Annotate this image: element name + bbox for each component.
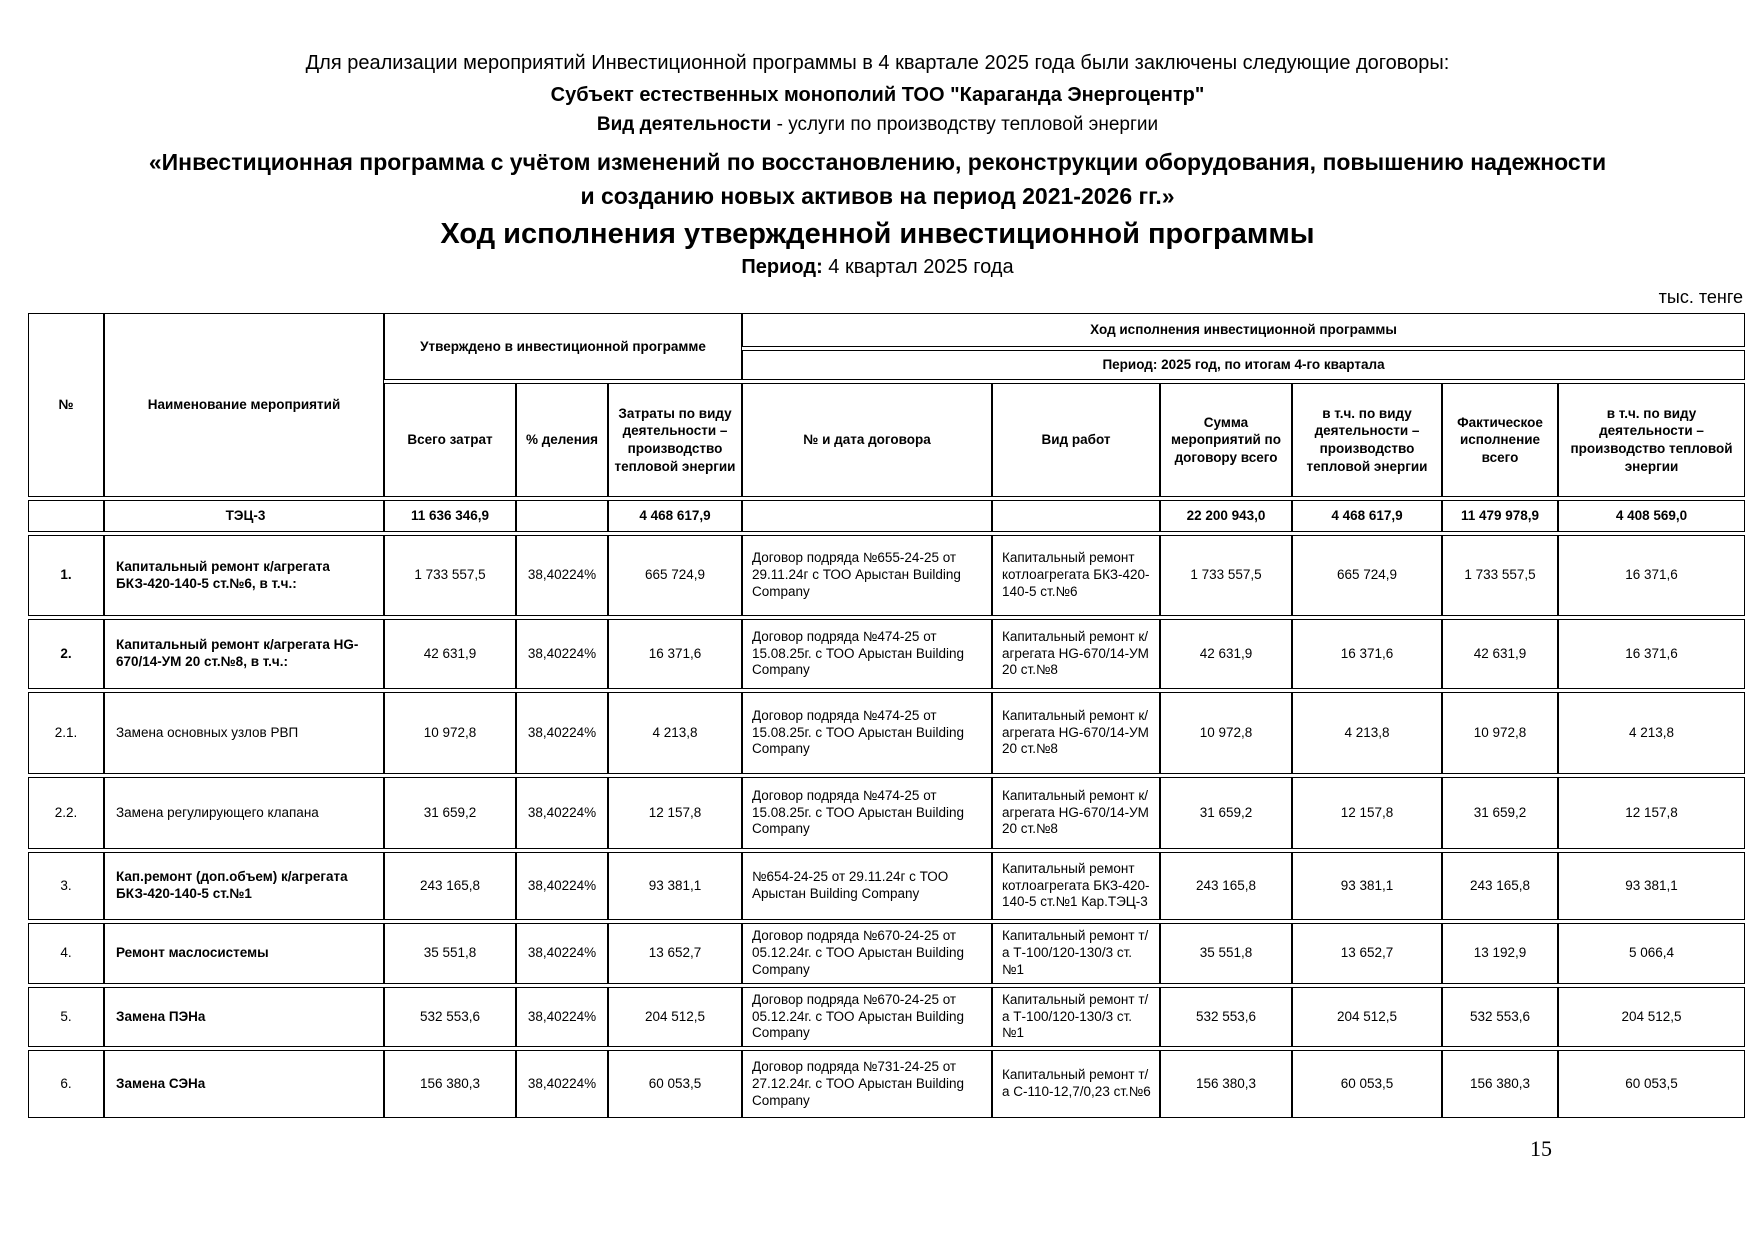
- table-cell: 16 371,6: [1292, 619, 1442, 689]
- table-cell: Договор подряда №474-25 от 15.08.25г. с ТОО Арыстан Building Company: [742, 777, 992, 849]
- table-cell: Капитальный ремонт к/агрегата БКЗ-420-140-5 ст.№6, в т.ч.:: [104, 535, 384, 616]
- table-cell: 42 631,9: [1442, 619, 1558, 689]
- table-cell: 38,40224%: [516, 1050, 608, 1118]
- investment-program-table: [28, 310, 1745, 1121]
- table-cell: 5 066,4: [1558, 923, 1745, 984]
- table-cell: Договор подряда №731-24-25 от 27.12.24г. с ТОО Арыстан Building Company: [742, 1050, 992, 1118]
- activity-type-label: Вид деятельности: [596, 114, 772, 135]
- table-row: [28, 987, 1745, 1048]
- col-header-work-type: Вид работ: [992, 383, 1160, 497]
- table-cell: 38,40224%: [516, 987, 608, 1048]
- table-cell: 12 157,8: [608, 777, 742, 849]
- table-cell: 665 724,9: [608, 535, 742, 616]
- table-cell: 10 972,8: [384, 692, 516, 774]
- table-cell: Капитальный ремонт к/агрегата HG-670/14-УМ 20 ст.№8, в т.ч.:: [104, 619, 384, 689]
- col-header-total-costs: Всего затрат: [384, 383, 516, 497]
- table-cell: 665 724,9: [1292, 535, 1442, 616]
- table-cell: 16 371,6: [1558, 535, 1745, 616]
- table-cell: 38,40224%: [516, 777, 608, 849]
- group-header-approved: Утверждено в инвестиционной программе: [384, 313, 742, 380]
- table-cell: 1 733 557,5: [1160, 535, 1292, 616]
- table-cell: 12 157,8: [1558, 777, 1745, 849]
- table-header: [28, 313, 1745, 497]
- table-cell: 1 733 557,5: [1442, 535, 1558, 616]
- table-cell: 11 479 978,9: [1442, 500, 1558, 532]
- table-cell: Замена СЭНа: [104, 1050, 384, 1118]
- table-cell: 13 652,7: [608, 923, 742, 984]
- table-row: [28, 1050, 1745, 1118]
- group-header-progress: Ход исполнения инвестиционной программы: [742, 313, 1745, 347]
- table-cell: 38,40224%: [516, 535, 608, 616]
- table-cell: 31 659,2: [384, 777, 516, 849]
- period-label: Период:: [741, 256, 823, 278]
- activity-type-value: - услуги по производству тепловой энергии: [771, 114, 1159, 135]
- table-cell: 532 553,6: [384, 987, 516, 1048]
- page-number: 15: [1530, 1136, 1552, 1161]
- table-cell: 1 733 557,5: [384, 535, 516, 616]
- table-cell: 38,40224%: [516, 852, 608, 920]
- table-cell: 2.2.: [28, 777, 104, 849]
- table-cell: 13 192,9: [1442, 923, 1558, 984]
- monopoly-subject-line: Субъект естественных монополий ТОО "Караганда Энергоцентр": [550, 84, 1205, 106]
- table-cell: 16 371,6: [1558, 619, 1745, 689]
- table-cell: 60 053,5: [608, 1050, 742, 1118]
- table-cell: 38,40224%: [516, 619, 608, 689]
- table-cell: 13 652,7: [1292, 923, 1442, 984]
- table-cell: 22 200 943,0: [1160, 500, 1292, 532]
- table-cell: 4 468 617,9: [1292, 500, 1442, 532]
- table-cell: Договор подряда №670-24-25 от 05.12.24г. с ТОО Арыстан Building Company: [742, 987, 992, 1048]
- table-cell: 243 165,8: [1160, 852, 1292, 920]
- col-header-actual-execution-total: Фактическое исполнение всего: [1442, 383, 1558, 497]
- col-header-contract-sum-by-activity: в т.ч. по виду деятельности – производство тепловой энергии: [1292, 383, 1442, 497]
- table-cell: Договор подряда №474-25 от 15.08.25г. с ТОО Арыстан Building Company: [742, 692, 992, 774]
- table-cell: 93 381,1: [608, 852, 742, 920]
- col-header-costs-by-activity: Затраты по виду деятельности – производство тепловой энергии: [608, 383, 742, 497]
- table-cell: 532 553,6: [1442, 987, 1558, 1048]
- table-cell: Договор подряда №670-24-25 от 05.12.24г. с ТОО Арыстан Building Company: [742, 923, 992, 984]
- table-cell: 60 053,5: [1558, 1050, 1745, 1118]
- table-cell: Капитальный ремонт т/а С-110-12,7/0,23 ст.№6: [992, 1050, 1160, 1118]
- table-cell: 156 380,3: [384, 1050, 516, 1118]
- table-cell: 10 972,8: [1160, 692, 1292, 774]
- table-cell: ТЭЦ-3: [104, 500, 384, 532]
- table-cell: 5.: [28, 987, 104, 1048]
- table-cell: 16 371,6: [608, 619, 742, 689]
- table-row: [28, 692, 1745, 774]
- table-cell: 93 381,1: [1292, 852, 1442, 920]
- table-cell: 11 636 346,9: [384, 500, 516, 532]
- title-block: [0, 0, 1755, 279]
- table-row: [28, 852, 1745, 920]
- table-cell: Договор подряда №474-25 от 15.08.25г. с ТОО Арыстан Building Company: [742, 619, 992, 689]
- table-cell: 31 659,2: [1442, 777, 1558, 849]
- table-cell: 38,40224%: [516, 692, 608, 774]
- summary-row: [28, 500, 1745, 532]
- table-cell: Договор подряда №655-24-25 от 29.11.24г с ТОО Арыстан Building Company: [742, 535, 992, 616]
- table-cell: 4.: [28, 923, 104, 984]
- group-header-progress-period: Период: 2025 год, по итогам 4-го квартала: [742, 350, 1745, 380]
- table-cell: 42 631,9: [1160, 619, 1292, 689]
- table-cell: 4 408 569,0: [1558, 500, 1745, 532]
- program-name-title: «Инвестиционная программа с учётом изменений по восстановлению, реконструкции оборудования, повышению надежности и созданию новых активов на период 2021-2026 гг.»: [148, 149, 1607, 209]
- table-cell: [28, 500, 104, 532]
- table-row: [28, 535, 1745, 616]
- table-cell: 532 553,6: [1160, 987, 1292, 1048]
- table-cell: 2.: [28, 619, 104, 689]
- table-cell: [742, 500, 992, 532]
- table-cell: 243 165,8: [1442, 852, 1558, 920]
- header-row-groups: [28, 313, 1745, 347]
- col-header-measure-name: Наименование мероприятий: [104, 313, 384, 497]
- table-cell: Замена ПЭНа: [104, 987, 384, 1048]
- intro-line: Для реализации мероприятий Инвестиционной программы в 4 квартале 2025 года были заключены следующие договоры:: [305, 52, 1450, 74]
- period-line: [0, 256, 1755, 279]
- table-cell: Капитальный ремонт котлоагрегата БКЗ-420-140-5 ст.№6: [992, 535, 1160, 616]
- col-header-contract-number-date: № и дата договора: [742, 383, 992, 497]
- table-cell: Капитальный ремонт к/агрегата HG-670/14-УМ 20 ст.№8: [992, 619, 1160, 689]
- col-header-contract-sum-total: Сумма мероприятий по договору всего: [1160, 383, 1292, 497]
- col-header-actual-execution-by-activity: в т.ч. по виду деятельности – производство тепловой энергии: [1558, 383, 1745, 497]
- table-cell: Замена регулирующего клапана: [104, 777, 384, 849]
- table-cell: 156 380,3: [1160, 1050, 1292, 1118]
- col-header-number: №: [28, 313, 104, 497]
- table-cell: Капитальный ремонт к/агрегата HG-670/14-УМ 20 ст.№8: [992, 777, 1160, 849]
- table-cell: 3.: [28, 852, 104, 920]
- table-cell: 10 972,8: [1442, 692, 1558, 774]
- table-cell: 204 512,5: [608, 987, 742, 1048]
- table-cell: 93 381,1: [1558, 852, 1745, 920]
- table-cell: 38,40224%: [516, 923, 608, 984]
- period-value: 4 квартал 2025 года: [822, 256, 1014, 278]
- table-cell: [516, 500, 608, 532]
- table-cell: 4 213,8: [1292, 692, 1442, 774]
- table-cell: Ремонт маслосистемы: [104, 923, 384, 984]
- table-cell: 42 631,9: [384, 619, 516, 689]
- table-cell: 204 512,5: [1292, 987, 1442, 1048]
- table-cell: 156 380,3: [1442, 1050, 1558, 1118]
- table-cell: 2.1.: [28, 692, 104, 774]
- table-cell: 35 551,8: [1160, 923, 1292, 984]
- table-cell: 4 213,8: [608, 692, 742, 774]
- table-row: [28, 923, 1745, 984]
- table-cell: Кап.ремонт (доп.объем) к/агрегата БКЗ-420-140-5 ст.№1: [104, 852, 384, 920]
- table-row: [28, 777, 1745, 849]
- table-cell: Капитальный ремонт т/а Т-100/120-130/3 ст.№1: [992, 987, 1160, 1048]
- table-body: [28, 500, 1745, 1118]
- units-label: тыс. тенге: [1658, 287, 1743, 307]
- table-cell: №654-24-25 от 29.11.24г с ТОО Арыстан Building Company: [742, 852, 992, 920]
- table-cell: Капитальный ремонт котлоагрегата БКЗ-420-140-5 ст.№1 Кар.ТЭЦ-3: [992, 852, 1160, 920]
- table-cell: [992, 500, 1160, 532]
- table-cell: 60 053,5: [1292, 1050, 1442, 1118]
- table-cell: 243 165,8: [384, 852, 516, 920]
- table-cell: Капитальный ремонт т/а Т-100/120-130/3 ст.№1: [992, 923, 1160, 984]
- table-cell: Капитальный ремонт к/агрегата HG-670/14-УМ 20 ст.№8: [992, 692, 1160, 774]
- col-header-percent-division: % деления: [516, 383, 608, 497]
- table-cell: 1.: [28, 535, 104, 616]
- table-cell: 204 512,5: [1558, 987, 1745, 1048]
- table-cell: 12 157,8: [1292, 777, 1442, 849]
- activity-type-line: [0, 114, 1755, 136]
- report-main-title: Ход исполнения утвержденной инвестиционной программы: [440, 218, 1315, 250]
- table-cell: 35 551,8: [384, 923, 516, 984]
- table-cell: 4 468 617,9: [608, 500, 742, 532]
- table-cell: 6.: [28, 1050, 104, 1118]
- table-cell: Замена основных узлов РВП: [104, 692, 384, 774]
- table-row: [28, 619, 1745, 689]
- table-cell: 4 213,8: [1558, 692, 1745, 774]
- table-cell: 31 659,2: [1160, 777, 1292, 849]
